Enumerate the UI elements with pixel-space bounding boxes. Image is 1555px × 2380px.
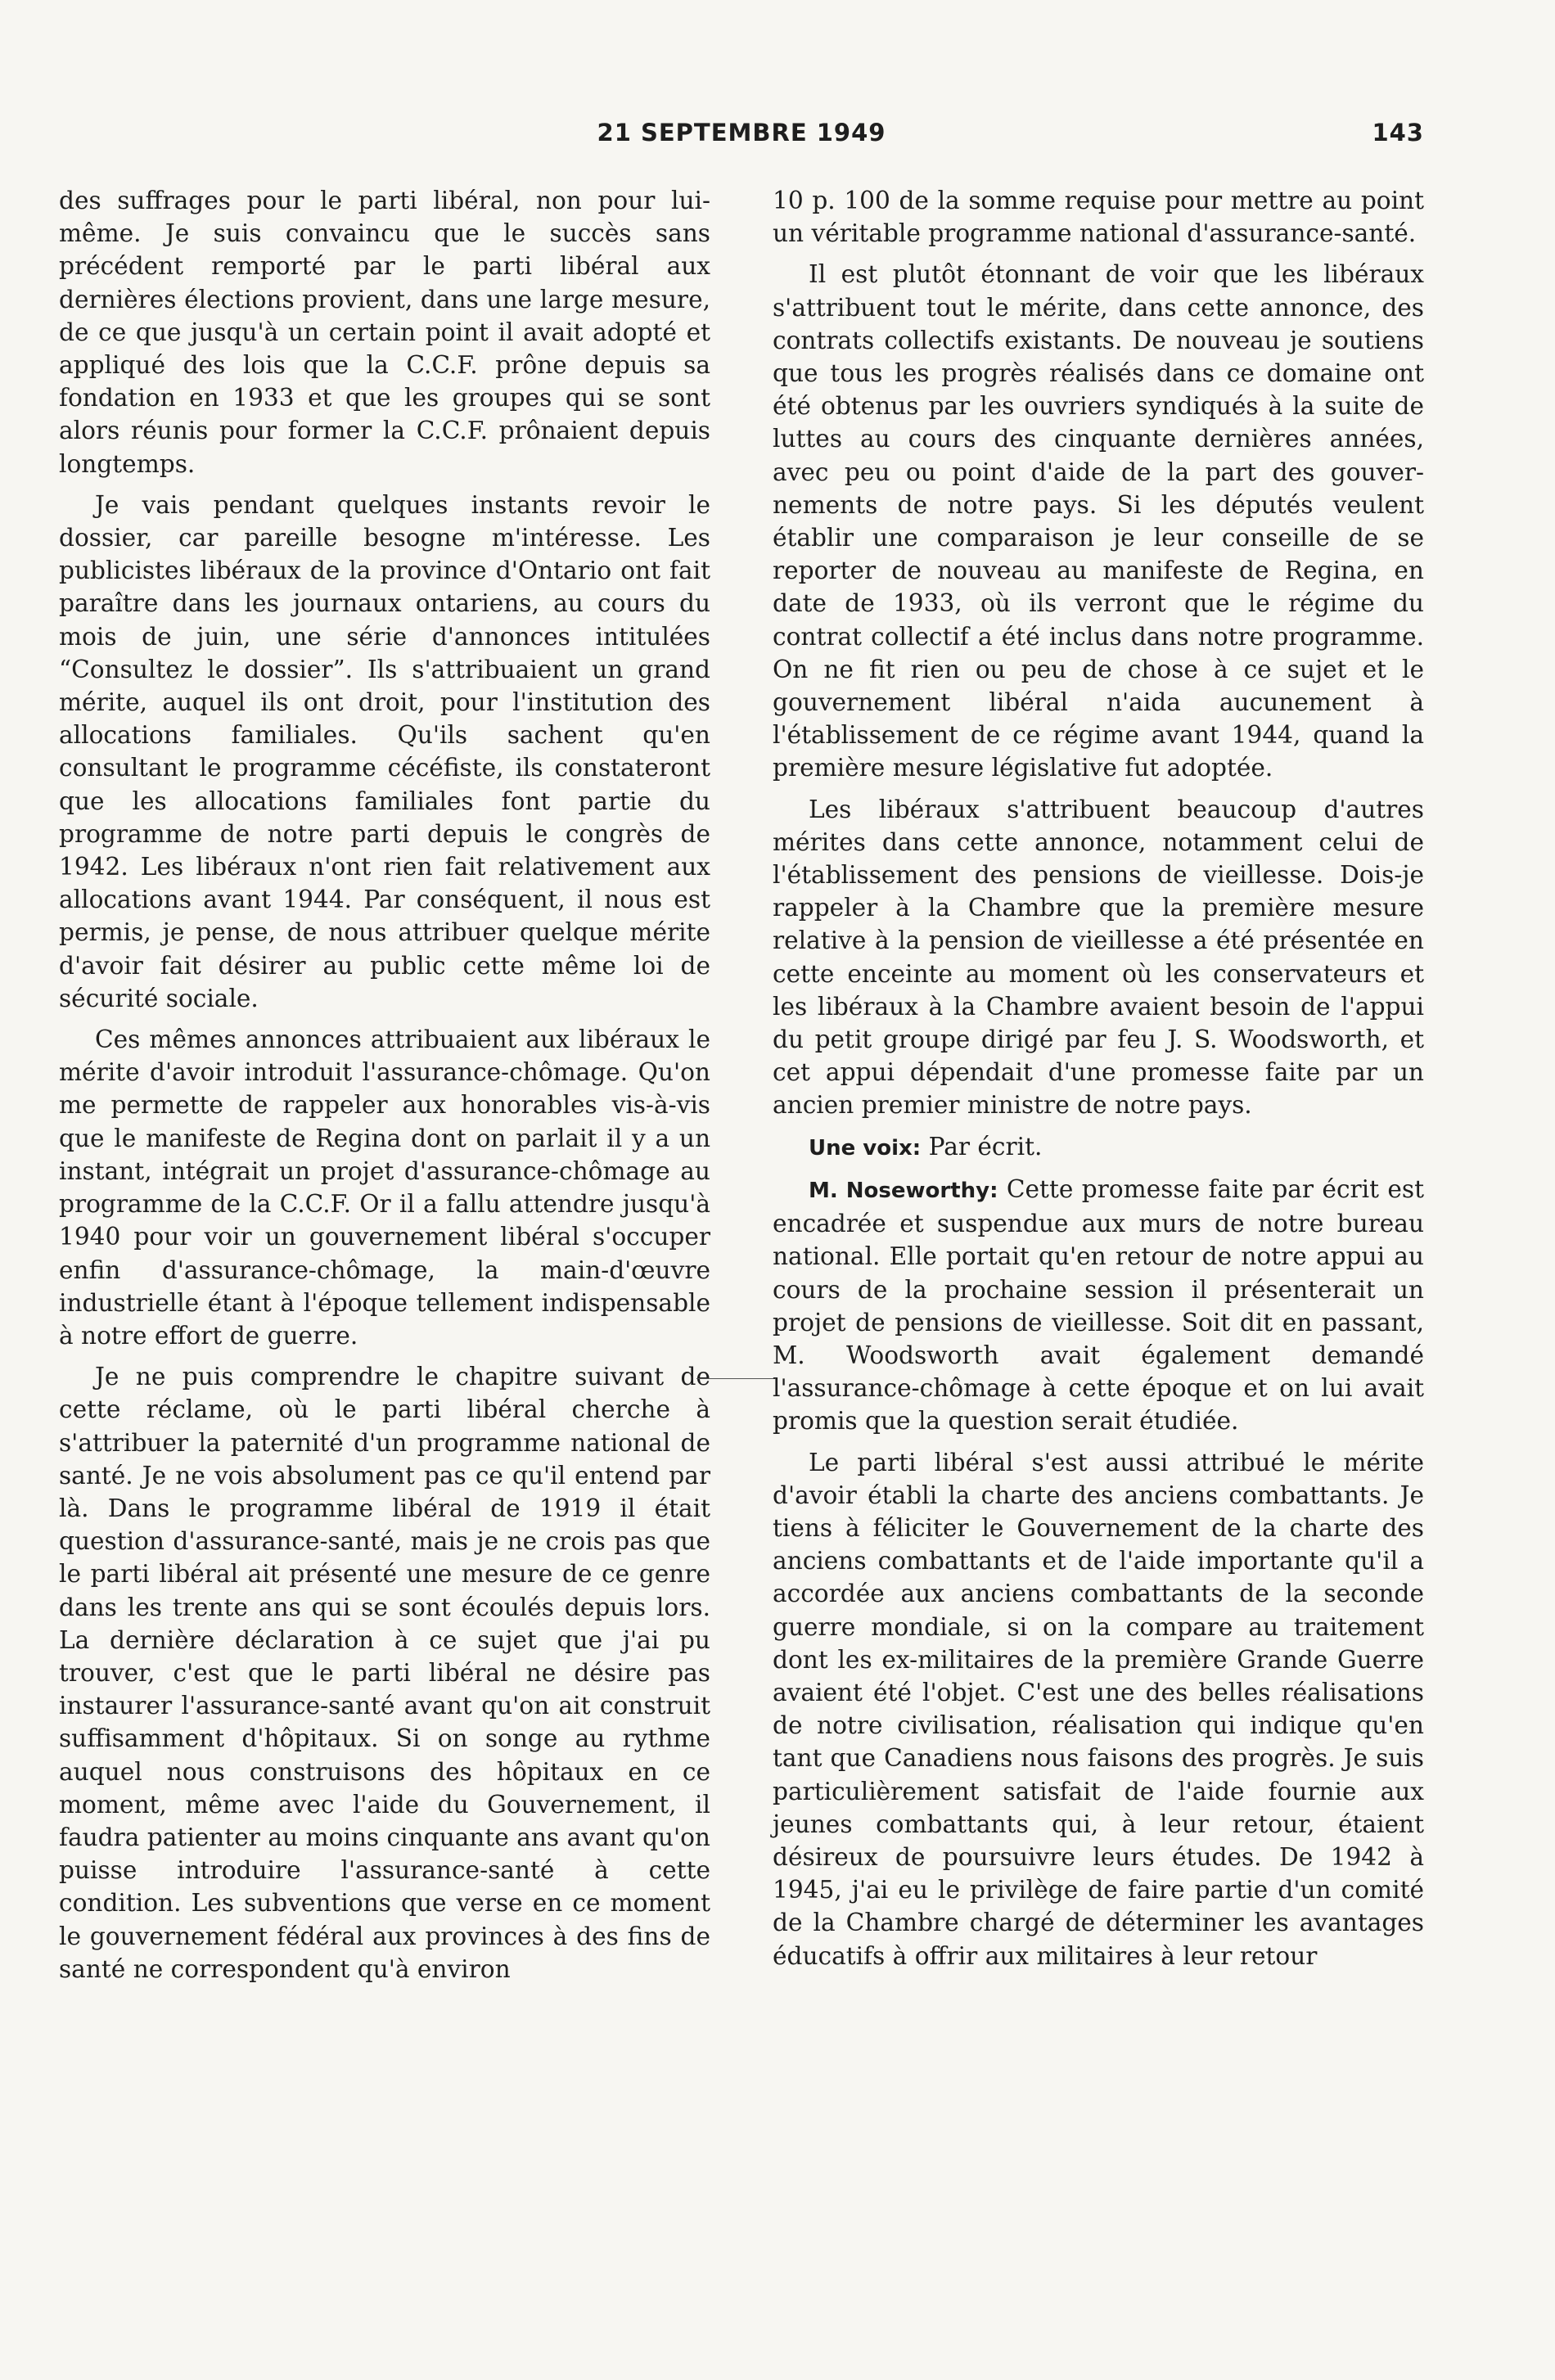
speaker-paragraph xyxy=(773,1173,1424,1438)
left-column xyxy=(59,184,710,1994)
paragraph: 10 p. 100 de la somme requise pour mettre au point un véritable programme national d'assurance-santé. xyxy=(773,187,1424,248)
page-header xyxy=(59,119,1424,160)
interjection xyxy=(773,1130,1424,1165)
paragraph: Il est plutôt étonnant de voir que les libéraux s'attribuent tout le mérite, dans cette annonce, des contrats collectifs existants. De nouveau je soutiens que tous les progrès réalisés dans ce domaine ont été obtenus par les ouvriers syndiqués à la suite de luttes au cours des cinquante dernières années, avec peu ou point d'aide de la part des gouvernements de notre pays. Si les députés veulent établir une comparaison je leur conseille de se reporter de nouveau au manifeste de Regina, en date de 1933, où ils verront que le régime du contrat collectif a été inclus dans notre programme. On ne fit rien ou peu de chose à ce sujet et le gouvernement libéral n'aida aucunement à l'établissement de ce régime avant 1944, quand la première mesure législative fut adoptée. xyxy=(773,260,1424,782)
column-rule xyxy=(696,1378,775,1379)
interjection-text: Par écrit. xyxy=(928,1132,1043,1161)
speaker-name: Une voix: xyxy=(809,1135,922,1161)
header-date: 21 SEPTEMBRE 1949 xyxy=(597,119,886,146)
page-number: 143 xyxy=(1372,119,1424,146)
paragraph: Les libéraux s'attribuent beaucoup d'autres mérites dans cette annonce, notamment celui de l'établissement des pensions de vieillesse. Dois-je rappeler à la Chambre que la première mesure relative à la pension de vieillesse a été présentée en cette enceinte au moment où les conservateurs et les libéraux à la Chambre avaient besoin de l'appui du petit groupe dirigé par feu J. S. Woodsworth, et cet appui dépendait d'une promesse faite par un ancien premier ministre de notre pays. xyxy=(773,795,1424,1120)
right-column xyxy=(773,184,1424,1981)
speaker-name: M. Noseworthy: xyxy=(809,1178,998,1203)
paragraph: Je ne puis comprendre le chapitre suivant de cette réclame, où le parti libéral cherche à s'attribuer la paternité d'un programme national de santé. Je ne vois absolument pas ce qu'il entend par là. Dans le programme libéral de 1919 il était question d'assurance-santé, mais je ne crois pas que le parti libéral ait présenté une mesure de ce genre dans les trente ans qui se sont écoulés depuis lors. La dernière déclaration à ce sujet que j'ai pu trouver, c'est que le parti libéral ne désire pas instaurer l'assurance-santé avant qu'on ait construit suffisamment d'hôpitaux. Si on songe au rythme auquel nous construisons des hôpitaux en ce moment, même avec l'aide du Gouvernement, il faudra patienter au moins cinquante ans avant qu'on puisse introduire l'assurance-santé à cette condition. Les subventions que verse en ce moment le gouvernement fédéral aux provinces à des fins de santé ne correspondent qu'à environ xyxy=(59,1363,710,1983)
paragraph: des suffrages pour le parti libéral, non pour lui-même. Je suis convaincu que le succès sans précédent remporté par le parti libéral aux dernières élections provient, dans une large mesure, de ce que jusqu'à un certain point il avait adopté et appliqué des lois que la C.C.F. prône depuis sa fondation en 1933 et que les groupes qui se sont alors réunis pour former la C.C.F. prônaient depuis longtemps. xyxy=(59,187,710,478)
paragraph: Je vais pendant quelques instants revoir le dossier, car pareille besogne m'intéresse. Les publicistes libéraux de la province d'Ontario ont fait paraître dans les journaux ontariens, au cours du mois de juin, une série d'annonces intitulées “Consultez le dossier”. Ils s'attribuaient un grand mérite, auquel ils ont droit, pour l'institution des allocations familiales. Qu'ils sachent qu'en consultant le programme cécéfiste, ils constateront que les allocations familiales font partie du programme de notre parti depuis le congrès de 1942. Les libéraux n'ont rien fait relativement aux allocations avant 1944. Par conséquent, il nous est permis, je pense, de nous attribuer quelque mérite d'avoir fait désirer au public cette même loi de sécurité sociale. xyxy=(59,490,710,1012)
speech-text: Cette promesse faite par écrit est encadrée et suspendue aux murs de notre bureau national. Elle portait qu'en retour de notre appui au cours de la prochaine session il présenterait un projet de pensions de vieillesse. Soit dit en passant, M. Woodsworth avait également demandé l'assurance-chômage à cette époque et on lui avait promis que la question serait étudiée. xyxy=(773,1174,1424,1436)
paragraph: Ces mêmes annonces attribuaient aux libéraux le mérite d'avoir introduit l'assurance-chômage. Qu'on me permette de rappeler aux honorables vis-à-vis que le manifeste de Regina dont on parlait il y a un instant, intégrait un projet d'assurance-chômage au programme de la C.C.F. Or il a fallu attendre jusqu'à 1940 pour voir un gouvernement libéral s'occuper enfin d'assurance-chômage, la main-d'œuvre industrielle étant à l'époque tellement indispensable à notre effort de guerre. xyxy=(59,1025,710,1350)
paragraph: Le parti libéral s'est aussi attribué le mérite d'avoir établi la charte des anciens combattants. Je tiens à féliciter le Gouvernement de la charte des anciens combattants et de l'aide importante qu'il a accordée aux anciens combattants de la seconde guerre mondiale, si on la compare au traitement dont les ex-militaires de la première Grande Guerre avaient été l'objet. C'est une des belles réalisations de notre civilisation, réalisation qui indique qu'en tant que Canadiens nous faisons des progrès. Je suis particulièrement satisfait de l'aide fournie aux jeunes combattants qui, à leur retour, étaient désireux de poursuivre leurs études. De 1942 à 1945, j'ai eu le privilège de faire partie d'un comité de la Chambre chargé de déterminer les avantages éducatifs à offrir aux militaires à leur retour xyxy=(773,1448,1424,1970)
